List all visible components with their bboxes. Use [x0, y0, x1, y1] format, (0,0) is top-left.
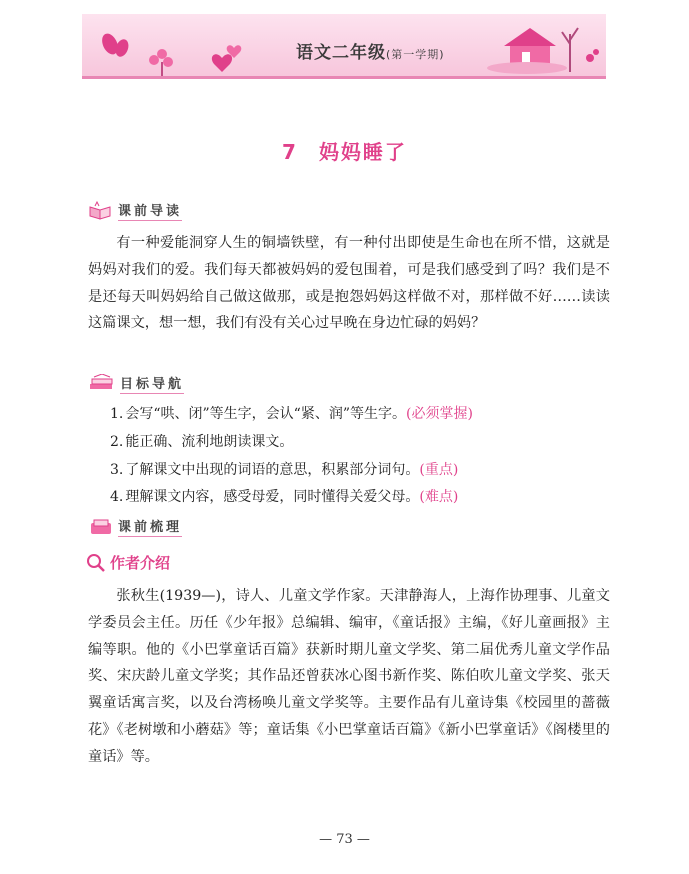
house-icon	[487, 28, 567, 74]
open-book-icon	[88, 201, 114, 221]
butterfly-icon	[99, 31, 131, 58]
book-term: (第一学期)	[386, 48, 445, 61]
section-goals-label: 目标导航	[120, 373, 184, 394]
lesson-title	[0, 136, 689, 165]
preview-paragraph: 有一种爱能洞穿人生的铜墙铁壁，有一种付出即使是生命也在所不惜，这就是妈妈对我们的爱。我们每天都被妈妈的爱包围着，可是我们感受到了吗？我们是不是还每天叫妈妈给自己做这做那，或是抱怨妈妈这样做不对，那样做不好……读读这篇课文，想一想，我们有没有关心过早晚在身边忙碌的妈妈？	[88, 235, 610, 332]
author-heading-label: 作者介绍	[110, 554, 171, 572]
page-number: — 73 —	[319, 832, 370, 847]
section-preview-heading	[88, 200, 182, 221]
magnifier-icon	[86, 553, 106, 573]
book-icon	[88, 517, 114, 537]
goal-item: 4. 理解课文内容，感受母爱，同时懂得关爱父母。(难点)	[110, 489, 459, 505]
lesson-name: 妈妈睡了	[318, 140, 407, 164]
flower-icon	[149, 49, 173, 76]
page-header-banner	[82, 14, 606, 79]
tree-icon	[562, 28, 578, 72]
book-stack-icon	[88, 374, 116, 394]
section-sorting-heading	[88, 516, 182, 537]
author-heading	[86, 552, 170, 573]
goal-tag: (必须掌握)	[406, 406, 473, 422]
book-title: 语文二年级(第一学期)	[296, 43, 445, 63]
goal-item: 1. 会写“哄、闭”等生字，会认“紧、润”等生字。(必须掌握)	[110, 406, 473, 422]
goal-tag: (重点)	[419, 462, 459, 478]
section-preview-label: 课前导读	[118, 200, 182, 221]
section-goals-heading	[88, 373, 184, 394]
goal-tag: (难点)	[419, 489, 459, 505]
flower-icon-right	[586, 49, 599, 62]
goal-item: 2. 能正确、流利地朗读课文。	[110, 434, 294, 450]
author-paragraph: 张秋生(1939—)，诗人、儿童文学作家。天津静海人，上海作协理事、儿童文学委员会主任。历任《少年报》总编辑、编审，《童话报》主编，《好儿童画报》主编等职。他的《小巴掌童话百篇》获新时期儿童文学奖、第二届优秀儿童文学作品奖、宋庆龄儿童文学奖；其作品还曾获冰心图书新作奖、陈伯吹儿童文学奖、张天翼童话寓言奖，以及台湾杨唤儿童文学奖等。主要作品有儿童诗集《校园里的蔷薇花》《老树墩和小蘑菇》等；童话集《小巴掌童话百篇》《新小巴掌童话》《阁楼里的童话》等。	[88, 588, 610, 765]
goal-item: 3. 了解课文中出现的词语的意思，积累部分词句。(重点)	[110, 462, 459, 478]
lesson-number: 7	[282, 140, 298, 164]
heart-icon	[212, 45, 241, 72]
section-sorting-label: 课前梳理	[118, 516, 182, 537]
